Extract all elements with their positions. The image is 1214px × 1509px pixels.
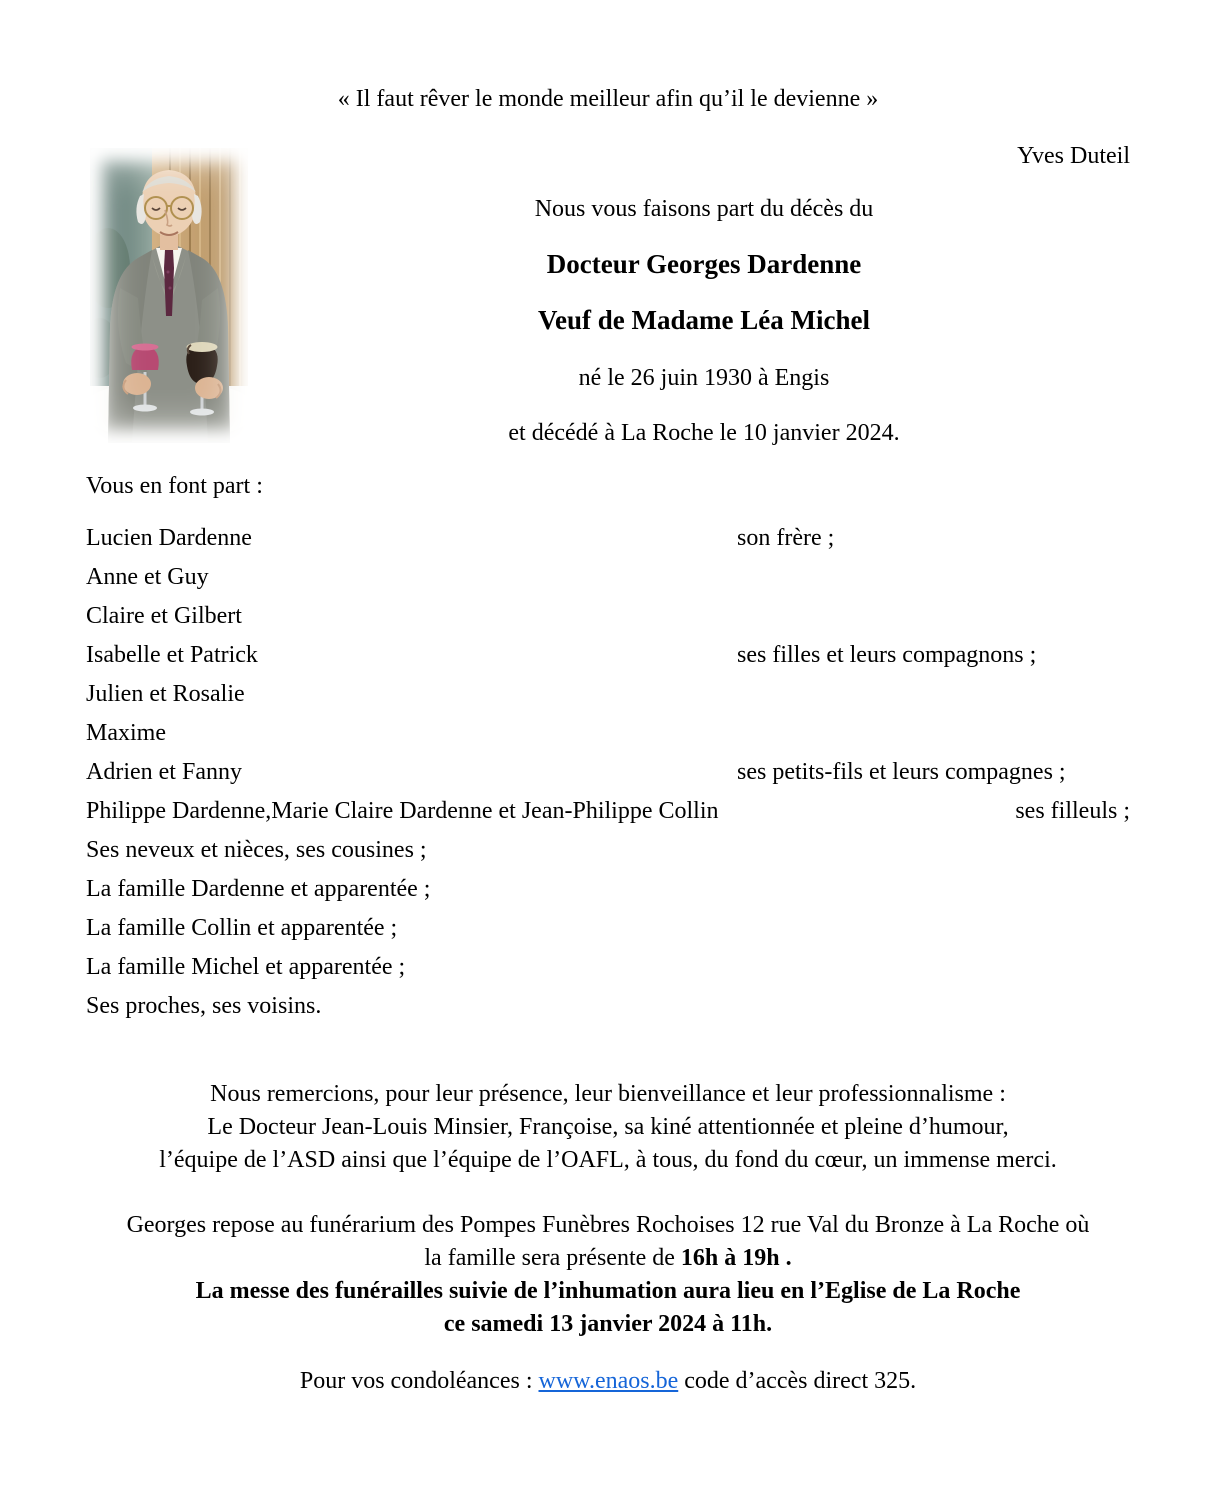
- announcement-intro: Nous vous faisons part du décès du: [534, 196, 874, 222]
- family-name: Julien et Rosalie: [86, 681, 245, 707]
- portrait-photo: [90, 148, 248, 443]
- family-name: Maxime: [86, 720, 166, 746]
- family-row: [86, 909, 1130, 948]
- repose-line: Georges repose au funérarium des Pompes Funèbres Rochoises 12 rue Val du Bronze à La Roche où: [126, 1212, 1090, 1238]
- family-row: [86, 714, 1130, 753]
- family-name: Ses neveux et nièces, ses cousines ;: [86, 837, 427, 863]
- family-name: Philippe Dardenne,Marie Claire Dardenne et Jean-Philippe Collin: [86, 798, 719, 824]
- thanks-paragraph: [86, 1078, 1130, 1177]
- family-name: Claire et Gilbert: [86, 603, 242, 629]
- funeral-mass-line: La messe des funérailles suivie de l’inhumation aura lieu en l’Eglise de La Roche: [195, 1278, 1021, 1304]
- family-name: Isabelle et Patrick: [86, 642, 258, 668]
- funeral-details: [86, 1209, 1130, 1341]
- family-row: [86, 792, 1130, 831]
- family-name: Adrien et Fanny: [86, 759, 242, 785]
- condolences-line: [86, 1368, 1130, 1394]
- quote-text: « Il faut rêver le monde meilleur afin qu’il le devienne »: [337, 86, 879, 112]
- family-row: [86, 753, 1130, 792]
- condolences-suffix: code d’accès direct 325.: [678, 1368, 917, 1394]
- birth-line: né le 26 juin 1930 à Engis: [578, 365, 830, 391]
- funeral-date-line: ce samedi 13 janvier 2024 à 11h.: [443, 1311, 773, 1337]
- family-row: [86, 987, 1130, 1026]
- presence-line: [86, 1242, 1130, 1275]
- family-relation: son frère ;: [737, 525, 835, 551]
- presence-hours: 16h à 19h .: [680, 1245, 792, 1271]
- presence-prefix: la famille sera présente de: [424, 1245, 681, 1271]
- family-relation: ses filleuls ;: [1015, 798, 1130, 824]
- deceased-name: Docteur Georges Dardenne: [546, 249, 862, 279]
- enaos-link[interactable]: www.enaos.be: [538, 1368, 679, 1394]
- condolences-prefix: Pour vos condoléances :: [299, 1368, 539, 1394]
- family-row: [86, 558, 1130, 597]
- family-row: [86, 948, 1130, 987]
- family-relation: ses filles et leurs compagnons ;: [737, 642, 1037, 668]
- part-intro: Vous en font part :: [86, 473, 263, 499]
- portrait-illustration: [90, 148, 248, 443]
- family-list: [86, 519, 1130, 1026]
- family-row: [86, 636, 1130, 675]
- thanks-line-3: l’équipe de l’ASD ainsi que l’équipe de l’OAFL, à tous, du fond du cœur, un immense merci.: [159, 1147, 1057, 1173]
- header-section: [86, 143, 1130, 446]
- family-name: Ses proches, ses voisins.: [86, 993, 322, 1019]
- family-name: La famille Collin et apparentée ;: [86, 915, 398, 941]
- death-line: et décédé à La Roche le 10 janvier 2024.: [508, 420, 900, 446]
- family-name: Anne et Guy: [86, 564, 209, 590]
- deceased-subtitle: Veuf de Madame Léa Michel: [538, 305, 870, 335]
- thanks-line-1: Nous remercions, pour leur présence, leur bienveillance et leur professionnalisme :: [210, 1081, 1006, 1107]
- thanks-line-2: Le Docteur Jean-Louis Minsier, Françoise, sa kiné attentionnée et pleine d’humour,: [207, 1114, 1009, 1140]
- family-name: Lucien Dardenne: [86, 525, 252, 551]
- family-row: [86, 675, 1130, 714]
- family-name: La famille Dardenne et apparentée ;: [86, 876, 431, 902]
- family-row: [86, 870, 1130, 909]
- quote-author: Yves Duteil: [1017, 143, 1130, 169]
- header-text-block: [248, 143, 1130, 446]
- family-row: [86, 597, 1130, 636]
- family-row: [86, 831, 1130, 870]
- family-relation: ses petits-fils et leurs compagnes ;: [737, 759, 1066, 785]
- family-name: La famille Michel et apparentée ;: [86, 954, 406, 980]
- family-row: [86, 519, 1130, 558]
